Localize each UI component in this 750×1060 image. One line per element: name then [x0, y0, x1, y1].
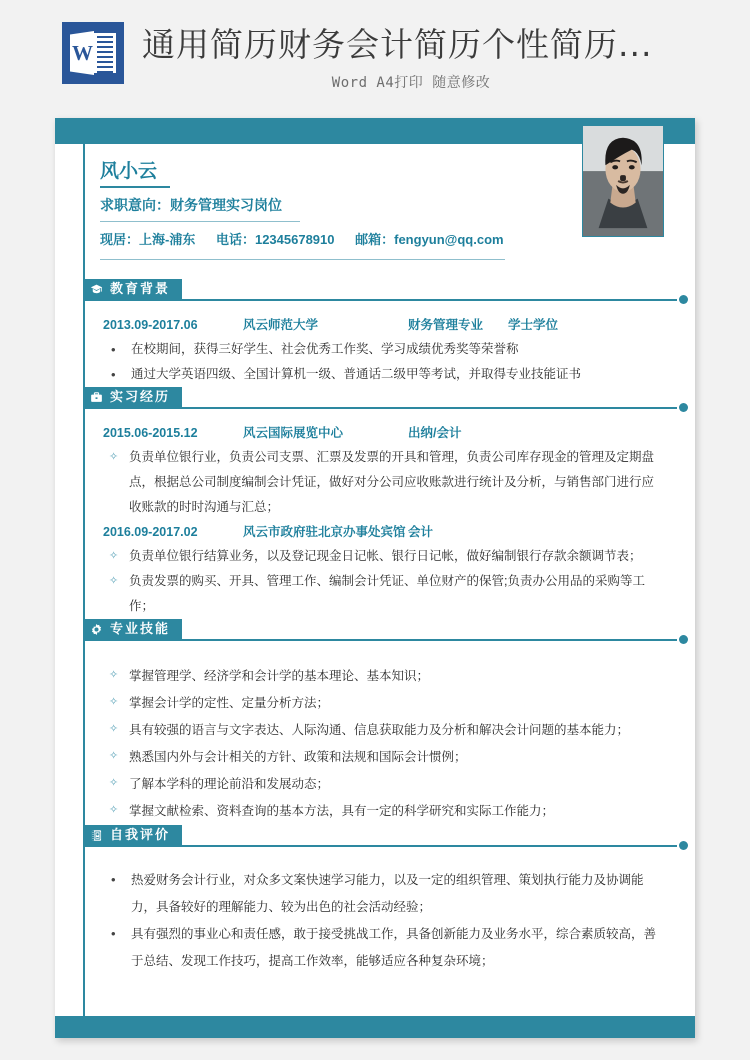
entry-bullet-list	[103, 337, 665, 387]
name-underline	[100, 186, 170, 188]
document-subtitle: Word A4打印 随意修改	[331, 75, 491, 91]
section-body-internship	[55, 409, 695, 619]
diamond-bullet-icon: ✧	[109, 750, 119, 762]
list-item-text: 热爱财务会计行业，对众多文案快速学习能力，以及一定的组织管理、策划执行能力及协调能力，具备较好的理解能力、较为出色的社会活动经验；	[131, 873, 644, 914]
diamond-bullet-icon: ✧	[109, 550, 119, 562]
list-item	[103, 690, 665, 717]
list-item	[103, 744, 665, 771]
section-rule	[83, 639, 677, 641]
gear-icon	[90, 623, 103, 636]
contact-location: 现居：上海-浦东	[100, 232, 196, 247]
entry-organization: 风云师范大学	[243, 318, 319, 332]
entry-role: 学士学位	[508, 318, 559, 332]
preview-banner	[0, 0, 750, 110]
diamond-bullet-icon: ✧	[109, 669, 119, 681]
entry-organization: 风云国际展览中心	[243, 426, 344, 440]
entry-major: 财务管理专业	[408, 318, 484, 332]
word-logo-letter: W	[72, 41, 93, 65]
list-item	[103, 544, 665, 569]
list-item-text: 具有较强的语言与文字表达、人际沟通、信息获取能力及分析和解决会计问题的基本能力；	[129, 723, 630, 737]
list-item-text: 负责发票的购买、开具、管理工作、编制会计凭证、单位财产的保管;负责办公用品的采购等工作；	[129, 574, 645, 613]
section-title-label: 自我评价	[110, 827, 171, 842]
section-title-tab-internship	[83, 387, 182, 407]
section-end-dot	[679, 841, 688, 850]
section-title-tab-education	[83, 279, 182, 299]
contact-book-icon	[90, 829, 103, 842]
entry-role: 会计	[408, 525, 434, 539]
list-item-text: 掌握会计学的定性、定量分析方法；	[129, 696, 330, 710]
list-item	[103, 717, 665, 744]
entry-heading	[103, 313, 665, 337]
section-body-self-evaluation	[55, 847, 695, 975]
graduation-cap-icon	[90, 283, 103, 296]
list-item	[103, 569, 665, 619]
job-objective: 求职意向：财务管理实习岗位	[100, 197, 282, 213]
dot-bullet-icon: •	[111, 342, 116, 357]
entry-heading	[103, 520, 665, 544]
list-item-text: 了解本学科的理论前沿和发展动态；	[129, 777, 330, 791]
entry-heading	[103, 421, 665, 445]
section-title-label: 教育背景	[110, 281, 171, 296]
resume-sections	[55, 279, 695, 975]
entry-date: 2013.09-2017.06	[103, 318, 198, 332]
section-title-tab-self-evaluation	[83, 825, 182, 845]
section-internship	[55, 387, 695, 619]
contact-email: 邮箱：fengyun@qq.com	[355, 232, 504, 247]
section-body-education	[55, 301, 695, 387]
list-item-text: 负责单位银行结算业务，以及登记现金日记帐、银行日记帐，做好编制银行存款余额调节表；	[129, 549, 642, 563]
section-title-label: 实习经历	[110, 389, 171, 404]
list-item-text: 通过大学英语四级、全国计算机一级、普通话二级甲等考试，并取得专业技能证书	[131, 367, 582, 381]
section-self-evaluation	[55, 825, 695, 975]
list-item-text: 掌握管理学、经济学和会计学的基本理论、基本知识；	[129, 669, 430, 683]
page-bottom-bar	[55, 1016, 695, 1038]
section-rule	[83, 299, 677, 301]
entry-bullet-list	[103, 867, 657, 975]
entry-bullet-list	[103, 663, 665, 825]
contact-phone: 电话：12345678910	[215, 232, 335, 247]
section-skills	[55, 619, 695, 825]
section-education	[55, 279, 695, 387]
avatar	[582, 125, 664, 237]
diamond-bullet-icon: ✧	[109, 451, 119, 463]
profile-header	[55, 144, 695, 279]
section-header-skills	[83, 619, 695, 641]
contact-underline	[100, 259, 505, 260]
section-title-label: 专业技能	[110, 621, 171, 636]
dot-bullet-icon: •	[111, 367, 116, 382]
list-item	[103, 921, 657, 975]
section-end-dot	[679, 635, 688, 644]
banner-text-group	[124, 22, 750, 92]
entry-bullet-list	[103, 544, 665, 619]
entry-bullet-list	[103, 445, 665, 520]
dot-bullet-icon: •	[111, 872, 116, 887]
list-item	[103, 362, 665, 387]
section-header-internship	[83, 387, 695, 409]
list-item	[103, 798, 665, 825]
section-end-dot	[679, 403, 688, 412]
list-item-text: 在校期间，获得三好学生、社会优秀工作奖、学习成绩优秀奖等荣誉称	[131, 342, 519, 356]
diamond-bullet-icon: ✧	[109, 696, 119, 708]
list-item	[103, 663, 665, 690]
entry-date: 2016.09-2017.02	[103, 525, 198, 539]
section-rule	[83, 845, 677, 847]
entry-role: 出纳/会计	[408, 426, 462, 440]
diamond-bullet-icon: ✧	[109, 723, 119, 735]
list-item	[103, 867, 657, 921]
section-header-self-evaluation	[83, 825, 695, 847]
list-item	[103, 337, 665, 362]
word-logo-icon	[62, 22, 124, 84]
section-end-dot	[679, 295, 688, 304]
entry-date: 2015.06-2015.12	[103, 426, 198, 440]
list-item-text: 掌握文献检索、资料查询的基本方法，具有一定的科学研究和实际工作能力；	[129, 804, 555, 818]
diamond-bullet-icon: ✧	[109, 777, 119, 789]
list-item	[103, 445, 665, 520]
list-item	[103, 771, 665, 798]
list-item-text: 熟悉国内外与会计相关的方针、政策和法规和国际会计惯例；	[129, 750, 467, 764]
section-body-skills	[55, 641, 695, 825]
list-item-text: 负责单位银行业，负责公司支票、汇票及发票的开具和管理，负责公司库存现金的管理及定期盘点，根据总公司制度编制会计凭证，做好对分公司应收账款进行统计及分析，与销售部门进行应收账款的时时沟通与汇总；	[129, 450, 655, 514]
candidate-name: 风小云	[100, 161, 158, 182]
briefcase-icon	[90, 391, 103, 404]
entry-organization: 风云市政府驻北京办事处宾馆	[243, 525, 406, 539]
list-item-text: 具有强烈的事业心和责任感，敢于接受挑战工作，具备创新能力及业务水平，综合素质较高，善于总结、发现工作技巧，提高工作效率，能够适应各种复杂环境；	[131, 927, 657, 968]
dot-bullet-icon: •	[111, 926, 116, 941]
resume-page	[55, 118, 695, 1038]
section-rule	[83, 407, 677, 409]
diamond-bullet-icon: ✧	[109, 804, 119, 816]
section-header-education	[83, 279, 695, 301]
document-title: 通用简历财务会计简历个性简历...	[142, 25, 653, 64]
diamond-bullet-icon: ✧	[109, 575, 119, 587]
objective-underline	[100, 221, 300, 222]
resume-content	[55, 144, 695, 1016]
section-title-tab-skills	[83, 619, 182, 639]
